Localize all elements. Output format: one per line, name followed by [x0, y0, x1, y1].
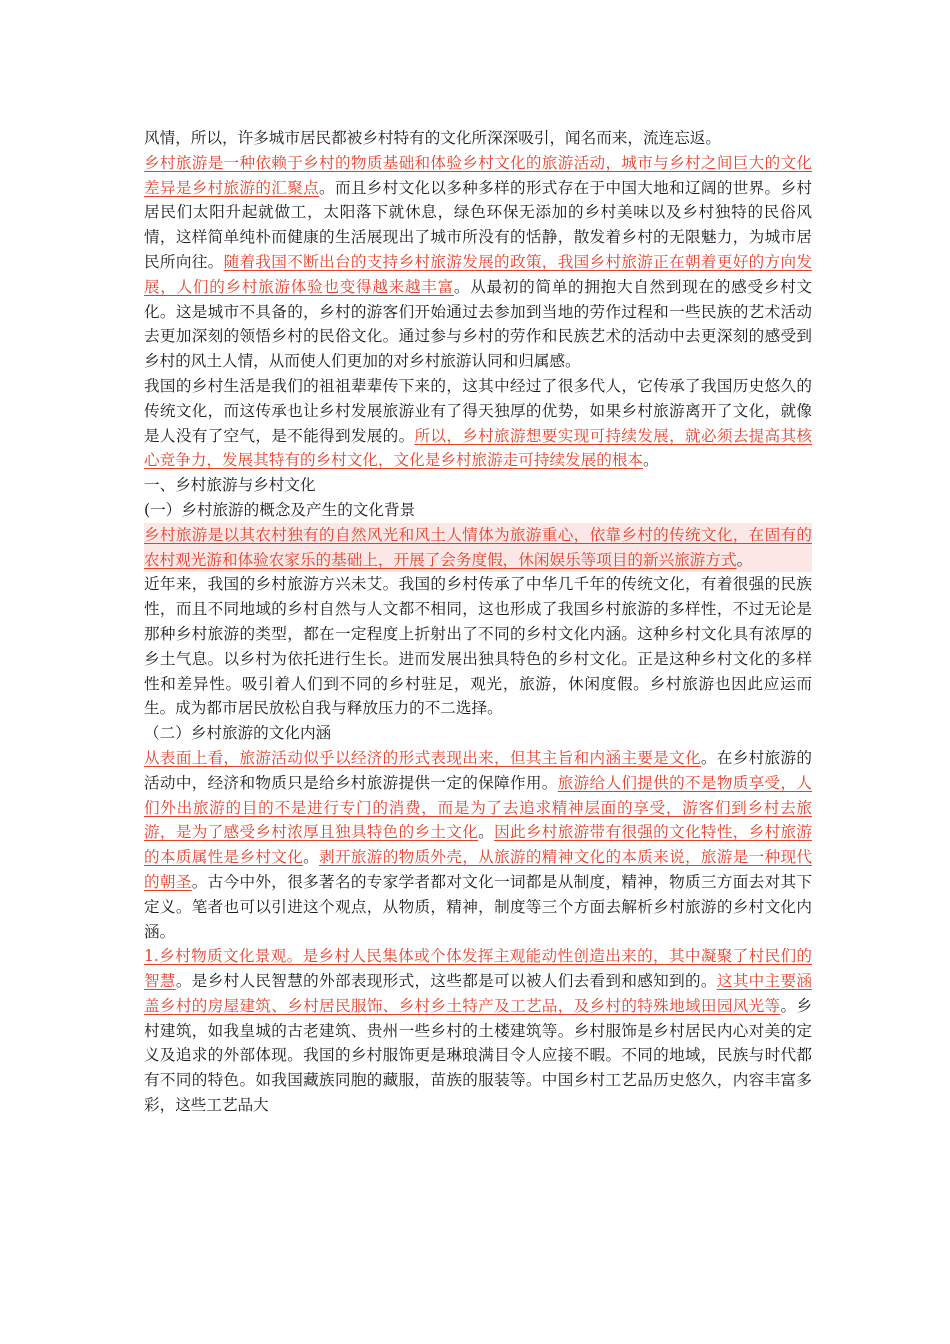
- text-run: 。: [303, 848, 320, 867]
- text-run: 。在乡村旅游的活动中，经济和物质只是给乡村旅游提供一定的保障作用。: [144, 748, 812, 792]
- highlighted-text: 随着我国不断出台的支持乡村旅游发展的政策，我国乡村旅游正在朝着更好的方向发展，人们的乡村旅游体验也变得越来越丰富: [144, 252, 812, 296]
- paragraph-rural-tourism-definition: [144, 151, 812, 374]
- highlighted-text: 1.乡村物质文化景观。是乡村人民集体或个体发挥主观能动性创造出来的，其中凝聚了村民们的智慧: [144, 947, 812, 991]
- paragraph-cultural-heritage: [144, 374, 812, 473]
- highlighted-text: 旅游给人们提供的不是物质享受，人们外出旅游的目的不是进行专门的消费，而是为了去追求精神层面的享受，游客们到乡村去旅游，是为了感受乡村浓厚且独具特色的乡土文化: [144, 773, 812, 842]
- text-run: 我国的乡村生活是我们的祖祖辈辈传下来的，这其中经过了很多代人，它传承了我国历史悠久的传统文化，而这传承也让乡村发展旅游业有了得天独厚的优势，如果乡村旅游离开了文化，就像是人没有了空气，是不能得到发展的。: [144, 376, 812, 445]
- text-run: 。从最初的简单的拥抱大自然到现在的感受乡村文化。这是城市不具备的，乡村的游客们开始通过去参加到当地的劳作过程和一些民族的艺术活动去更加深刻的领悟乡村的民俗文化。通过参与乡村的劳作和民族艺术的活动中去更深刻的感受到乡村的风土人情，从而使人们更加的对乡村旅游认同和归属感。: [144, 277, 812, 371]
- text-run: 。: [736, 550, 753, 569]
- text-run: 。乡村建筑，如我皇城的古老建筑、贵州一些乡村的土楼建筑等。乡村服饰是乡村居民内心对美的定义及追求的外部体现。我国的乡村服饰更是琳琅满目令人应接不暇。不同的地域，民族与时代都有不同的特色。如我国藏族同胞的藏服，苗族的服装等。中国乡村工艺品历史悠久，内容丰富多彩，这些工艺品大: [144, 996, 812, 1115]
- paragraph-cultural-connotation: [144, 746, 812, 944]
- highlighted-text: 因此乡村旅游带有很强的文化特性，乡村旅游的本质属性是乡村文化: [144, 823, 812, 867]
- text-run: 。: [478, 823, 495, 842]
- text-run: 风情，所以，许多城市居民都被乡村特有的文化所深深吸引，闻名而来，流连忘返。: [144, 129, 721, 147]
- paragraph-concept-definition: [144, 523, 812, 573]
- heading-text: (一）乡村旅游的概念及产生的文化背景: [144, 500, 416, 519]
- text-run: 近年来，我国的乡村旅游方兴未艾。我国的乡村传承了中华几千年的传统文化，有着很强的民族性，而且不同地域的乡村自然与人文都不相同，这也形成了我国乡村旅游的多样性，不过无论是那种乡村旅游的类型，都在一定程度上折射出了不同的乡村文化内涵。这种乡村文化具有浓厚的乡土气息。以乡村为依托进行生长。进而发展出独具特色的乡村文化。正是这种乡村文化的多样性和差异性。吸引着人们到不同的乡村驻足，观光，旅游，休闲度假。乡村旅游也因此应运而生。成为都市居民放松自我与释放压力的不二选择。: [144, 575, 812, 718]
- subsection-heading-1: [144, 498, 812, 523]
- heading-text: 一、乡村旅游与乡村文化: [144, 476, 316, 495]
- section-heading-1: [144, 473, 812, 498]
- text-run: 。: [643, 451, 659, 470]
- text-run: 。而且乡村文化以多种多样的形式存在于中国大地和辽阔的世界。乡村居民们太阳升起就做工，太阳落下就休息，绿色环保无添加的乡村美味以及乡村独特的民俗风情，这样简单纯朴而健康的生活展现出了城市所没有的恬静，散发着乡村的无限魅力，为城市居民所向往。: [144, 178, 812, 271]
- subsection-heading-2: [144, 721, 812, 746]
- heading-text: （二）乡村旅游的文化内涵: [144, 724, 332, 743]
- text-run: 。是乡村人民智慧的外部表现形式，这些都是可以被人们去看到和感知到的。: [175, 972, 717, 991]
- highlighted-text: 剥开旅游的物质外壳，从旅游的精神文化的本质来说，旅游是一种现代的朝圣: [144, 848, 812, 891]
- highlighted-text: 乡村旅游是一种依赖于乡村的物质基础和体验乡村文化的旅游活动，城市与乡村之间巨大的文化差异是乡村旅游的汇聚点: [144, 153, 812, 197]
- text-run: 。古今中外，很多著名的专家学者都对文化一词都是从制度，精神，物质三方面去对其下定义。笔者也可以引进这个观点，从物质，精神，制度等三个方面去解析乡村旅游的乡村文化内涵。: [144, 872, 812, 941]
- highlighted-text: 这其中主要涵盖乡村的房屋建筑、乡村居民服饰、乡村乡土特产及工艺品，及乡村的特殊地域田园风光等: [144, 972, 812, 1015]
- document-page: [144, 126, 812, 1118]
- highlighted-text: 从表面上看，旅游活动似乎以经济的形式表现出来，但其主旨和内涵主要是文化: [144, 748, 701, 767]
- highlighted-text: 乡村旅游是以其农村独有的自然风光和风土人情体为旅游重心，依靠乡村的传统文化，在固有的农村观光游和体验农家乐的基础上，开展了会务度假，休闲娱乐等项目的新兴旅游方式: [144, 525, 812, 569]
- paragraph-intro-continuation: [144, 126, 812, 151]
- paragraph-material-landscape: [144, 944, 812, 1118]
- paragraph-recent-years: [144, 572, 812, 721]
- highlighted-text: 所以，乡村旅游想要实现可持续发展，就必须去提高其核心竞争力，发展其特有的乡村文化，文化是乡村旅游走可持续发展的根本: [144, 426, 812, 470]
